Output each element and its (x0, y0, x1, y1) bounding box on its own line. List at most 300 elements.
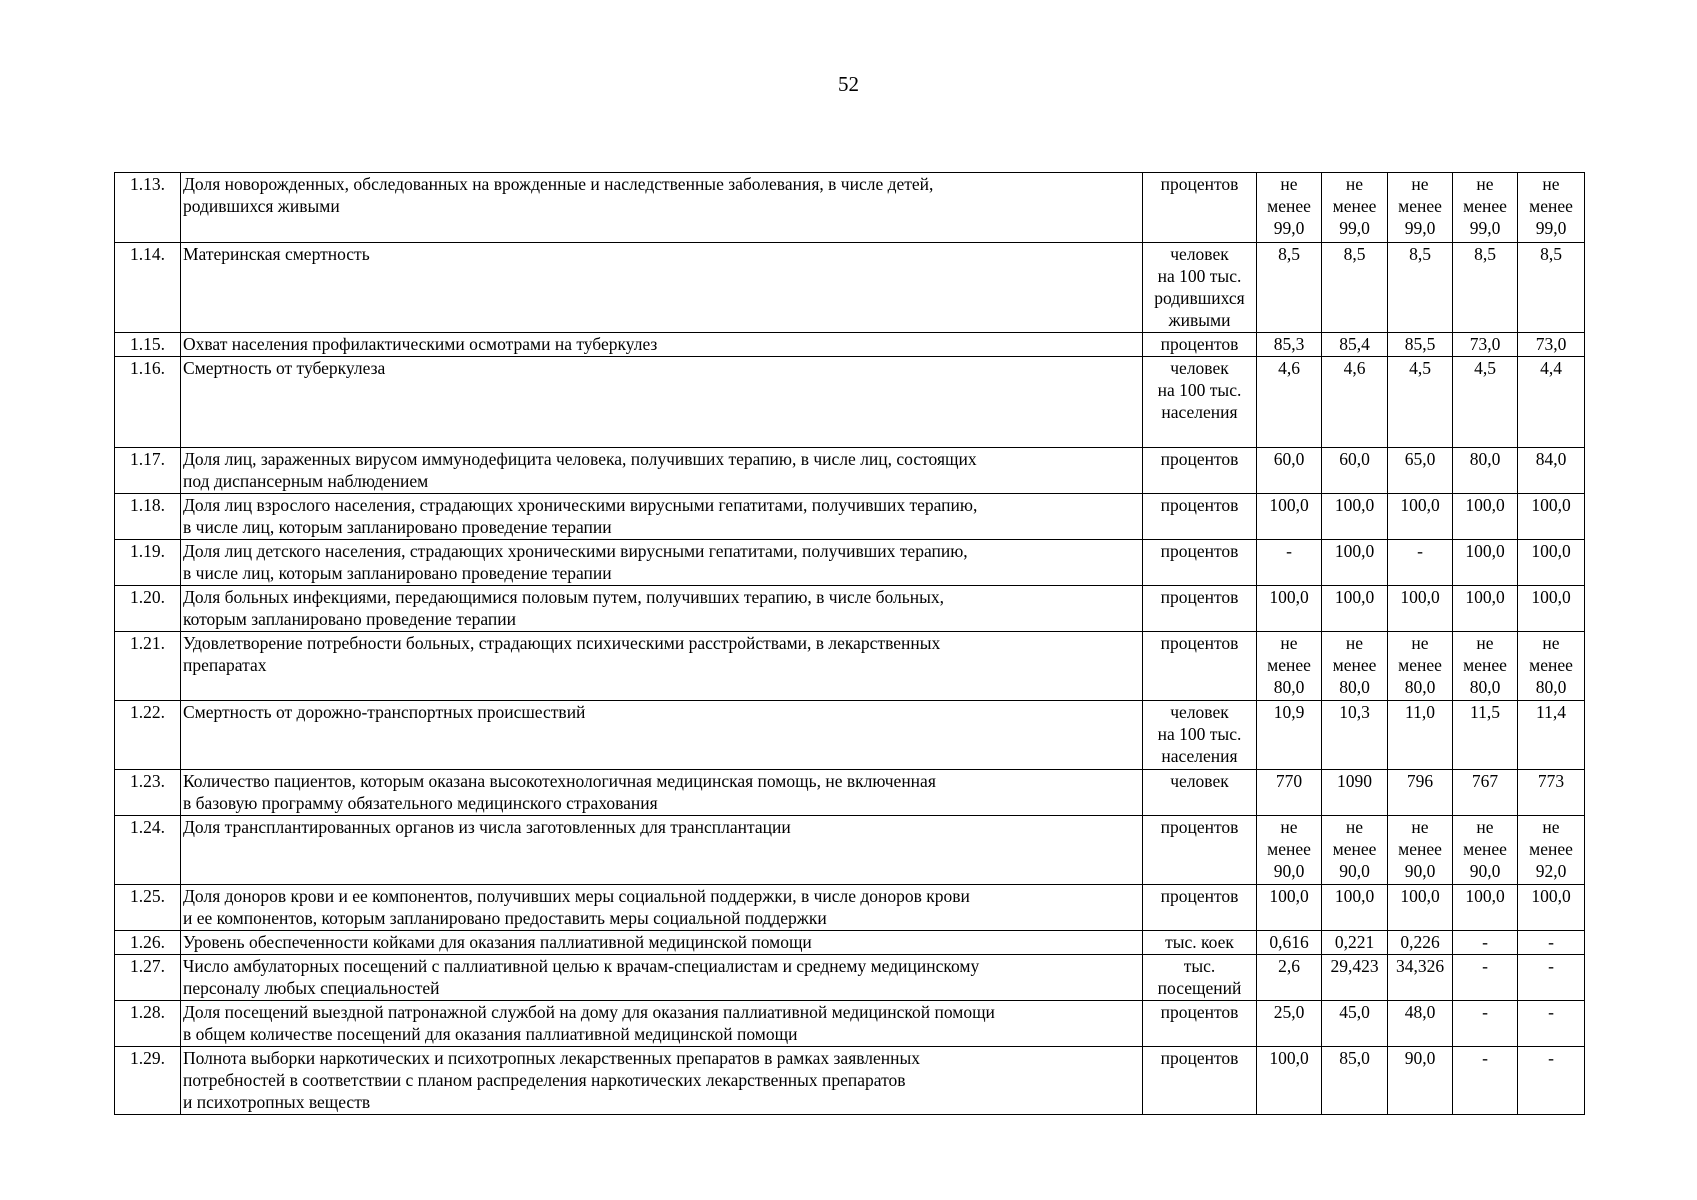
indicator-name-line: в числе лиц, которым запланировано проведение терапии (183, 563, 612, 583)
value-line: 100,0 (1269, 886, 1309, 906)
indicator-name-line: Доля лиц детского населения, страдающих хроническими вирусными гепатитами, получивших терапию, (183, 541, 968, 561)
value-cell (1322, 701, 1388, 770)
value-cell (1518, 701, 1585, 770)
value-line: 100,0 (1465, 495, 1505, 515)
value-line: не (1280, 174, 1298, 194)
value-line: 773 (1537, 771, 1565, 791)
row-number: 1.26. (115, 931, 181, 955)
indicator-name-line: Доля трансплантированных органов из числа заготовленных для трансплантации (183, 817, 791, 837)
value-line: 85,4 (1339, 334, 1370, 354)
unit-line: процентов (1160, 495, 1239, 515)
value-cell (1322, 632, 1388, 701)
unit-of-measure (1143, 448, 1257, 494)
value-line: 80,0 (1339, 677, 1370, 697)
value-line: 73,0 (1535, 334, 1567, 354)
indicator-name (181, 770, 1143, 816)
unit-of-measure (1143, 586, 1257, 632)
value-cell (1322, 448, 1388, 494)
value-cell (1388, 333, 1453, 357)
value-line: 100,0 (1334, 495, 1375, 515)
indicator-name-line: Материнская смертность (183, 244, 370, 264)
indicator-name-line: препаратах (183, 655, 267, 675)
value-cell (1388, 540, 1453, 586)
indicator-name (181, 357, 1143, 448)
unit-of-measure (1143, 357, 1257, 448)
value-cell (1388, 816, 1453, 885)
table-row (115, 333, 1585, 357)
unit-line: человек (1170, 244, 1229, 264)
unit-of-measure (1143, 1047, 1257, 1115)
value-line: 100,0 (1531, 495, 1571, 515)
value-cell (1453, 448, 1518, 494)
value-cell (1518, 333, 1585, 357)
value-line: 4,5 (1409, 358, 1431, 378)
row-number: 1.23. (115, 770, 181, 816)
unit-of-measure (1143, 931, 1257, 955)
value-line: 8,5 (1474, 244, 1496, 264)
unit-line: процентов (1160, 449, 1239, 469)
indicator-name-line: в базовую программу обязательного медицинского страхования (183, 793, 658, 813)
value-line: менее (1332, 196, 1377, 216)
indicator-name-line: Доля лиц взрослого населения, страдающих хроническими вирусными гепатитами, получивших терапию, (183, 495, 978, 515)
unit-line: человек (1170, 771, 1229, 791)
value-cell (1388, 448, 1453, 494)
indicator-name-line: Число амбулаторных посещений с паллиативной целью к врачам-специалистам и среднему медицинскому (183, 956, 980, 976)
value-line: 25,0 (1273, 1002, 1305, 1022)
value-line: 60,0 (1339, 449, 1370, 469)
value-line: 4,6 (1343, 358, 1366, 378)
indicator-name-line: Смертность от туберкулеза (183, 358, 386, 378)
value-line: менее (1529, 655, 1573, 675)
value-line: 29,423 (1330, 956, 1379, 976)
value-line: - (1482, 956, 1488, 976)
value-cell (1453, 1001, 1518, 1047)
unit-line: процентов (1160, 886, 1239, 906)
value-line: 1090 (1337, 771, 1372, 791)
value-cell (1322, 586, 1388, 632)
value-cell (1518, 1047, 1585, 1115)
value-line: 80,0 (1469, 677, 1501, 697)
row-number: 1.19. (115, 540, 181, 586)
value-line: 99,0 (1535, 218, 1567, 238)
value-line: 90,0 (1404, 861, 1436, 881)
value-line: 4,4 (1540, 358, 1562, 378)
row-number: 1.13. (115, 173, 181, 243)
value-line: - (1548, 956, 1554, 976)
unit-line: живыми (1168, 310, 1231, 330)
value-cell (1257, 173, 1322, 243)
value-cell (1322, 931, 1388, 955)
value-line: - (1482, 1048, 1488, 1068)
value-cell (1388, 770, 1453, 816)
indicator-name (181, 540, 1143, 586)
indicator-name (181, 333, 1143, 357)
value-line: не (1280, 633, 1298, 653)
value-line: 80,0 (1535, 677, 1567, 697)
value-line: менее (1463, 839, 1507, 859)
table-row (115, 931, 1585, 955)
indicator-name (181, 885, 1143, 931)
value-line: менее (1267, 655, 1311, 675)
value-line: менее (1529, 839, 1573, 859)
unit-line: процентов (1160, 587, 1239, 607)
value-cell (1257, 243, 1322, 333)
indicator-name (181, 243, 1143, 333)
value-line: 10,9 (1273, 702, 1305, 722)
value-line: 8,5 (1343, 244, 1366, 264)
value-line: 84,0 (1535, 449, 1567, 469)
value-line: 85,5 (1404, 334, 1436, 354)
value-cell (1518, 816, 1585, 885)
value-cell (1453, 173, 1518, 243)
value-line: не (1345, 633, 1364, 653)
row-number: 1.22. (115, 701, 181, 770)
value-line: 99,0 (1273, 218, 1305, 238)
value-cell (1518, 1001, 1585, 1047)
value-line: 11,4 (1536, 702, 1566, 722)
row-number: 1.27. (115, 955, 181, 1001)
value-cell (1518, 357, 1585, 448)
value-line: не (1280, 817, 1298, 837)
unit-line: населения (1161, 402, 1238, 422)
value-cell (1518, 632, 1585, 701)
value-cell (1322, 357, 1388, 448)
value-line: не (1542, 174, 1560, 194)
value-cell (1388, 632, 1453, 701)
value-line: 100,0 (1334, 587, 1375, 607)
indicator-name-line: Охват населения профилактическими осмотрами на туберкулез (183, 334, 658, 354)
table-row (115, 448, 1585, 494)
value-line: 100,0 (1400, 886, 1440, 906)
table-body (115, 173, 1585, 1115)
value-line: 100,0 (1334, 886, 1375, 906)
unit-of-measure (1143, 955, 1257, 1001)
value-line: 100,0 (1400, 495, 1440, 515)
value-line: 90,0 (1273, 861, 1305, 881)
indicator-name-line: под диспансерным наблюдением (183, 471, 429, 491)
value-cell (1453, 632, 1518, 701)
row-number: 1.15. (115, 333, 181, 357)
row-number: 1.24. (115, 816, 181, 885)
value-cell (1257, 494, 1322, 540)
value-cell (1322, 770, 1388, 816)
indicator-name-line: Удовлетворение потребности больных, страдающих психическими расстройствами, в лекарственных (183, 633, 941, 653)
unit-line: человек (1170, 702, 1229, 722)
value-line: 770 (1275, 771, 1303, 791)
value-line: 90,0 (1339, 861, 1370, 881)
value-line: 0,616 (1269, 932, 1309, 952)
value-line: - (1286, 541, 1292, 561)
table-row (115, 701, 1585, 770)
table-row (115, 243, 1585, 333)
table-row (115, 1001, 1585, 1047)
value-cell (1257, 1047, 1322, 1115)
indicator-name-line: персоналу любых специальностей (183, 978, 440, 998)
value-cell (1518, 586, 1585, 632)
page-number: 52 (838, 72, 859, 96)
value-line: - (1548, 932, 1554, 952)
value-line: 796 (1406, 771, 1434, 791)
indicator-name-line: Смертность от дорожно-транспортных происшествий (183, 702, 586, 722)
indicators-table (114, 172, 1585, 1115)
indicator-name-line: Доля доноров крови и ее компонентов, получивших меры социальной поддержки, в числе доноров крови (183, 886, 970, 906)
unit-of-measure (1143, 540, 1257, 586)
value-line: 80,0 (1273, 677, 1305, 697)
indicator-name-line: и ее компонентов, которым запланировано предоставить меры социальной поддержки (183, 908, 827, 928)
value-line: менее (1267, 839, 1311, 859)
value-line: 100,0 (1531, 541, 1571, 561)
indicator-name-line: Доля посещений выездной патронажной службой на дому для оказания паллиативной медицинской помощи (183, 1002, 995, 1022)
table-row (115, 1047, 1585, 1115)
value-line: 34,326 (1395, 956, 1445, 976)
value-cell (1257, 816, 1322, 885)
value-cell (1257, 885, 1322, 931)
value-cell (1388, 885, 1453, 931)
row-number: 1.25. (115, 885, 181, 931)
value-cell (1257, 1001, 1322, 1047)
indicator-name-line: Количество пациентов, которым оказана высокотехнологичная медицинская помощь, не включенная (183, 771, 936, 791)
value-cell (1322, 540, 1388, 586)
indicator-name (181, 931, 1143, 955)
value-cell (1322, 1047, 1388, 1115)
value-line: 2,6 (1278, 956, 1300, 976)
table-row (115, 816, 1585, 885)
value-cell (1257, 333, 1322, 357)
value-cell (1453, 586, 1518, 632)
value-line: 73,0 (1469, 334, 1501, 354)
value-line: 100,0 (1465, 541, 1505, 561)
unit-of-measure (1143, 816, 1257, 885)
row-number: 1.18. (115, 494, 181, 540)
value-cell (1518, 243, 1585, 333)
unit-line: процентов (1160, 1048, 1239, 1068)
value-cell (1322, 173, 1388, 243)
indicator-name-line: Полнота выборки наркотических и психотропных лекарственных препаратов в рамках заявленных (183, 1048, 921, 1068)
value-cell (1518, 931, 1585, 955)
value-line: менее (1398, 196, 1442, 216)
value-line: менее (1398, 839, 1442, 859)
value-cell (1322, 816, 1388, 885)
unit-of-measure (1143, 173, 1257, 243)
value-line: 0,226 (1400, 932, 1440, 952)
indicator-name (181, 955, 1143, 1001)
value-line: менее (1332, 839, 1377, 859)
row-number: 1.28. (115, 1001, 181, 1047)
unit-line: тыс. коек (1165, 932, 1234, 952)
unit-of-measure (1143, 494, 1257, 540)
value-line: 85,3 (1273, 334, 1305, 354)
indicator-name-line: в общем количестве посещений для оказания паллиативной медицинской помощи (183, 1024, 798, 1044)
value-cell (1518, 448, 1585, 494)
value-cell (1322, 955, 1388, 1001)
value-cell (1257, 586, 1322, 632)
row-number: 1.14. (115, 243, 181, 333)
indicator-name (181, 701, 1143, 770)
value-cell (1257, 770, 1322, 816)
table-row (115, 357, 1585, 448)
value-line: менее (1398, 655, 1442, 675)
unit-of-measure (1143, 770, 1257, 816)
value-line: 60,0 (1273, 449, 1305, 469)
table-row (115, 955, 1585, 1001)
value-cell (1322, 1001, 1388, 1047)
value-line: 100,0 (1334, 541, 1375, 561)
value-cell (1453, 931, 1518, 955)
value-cell (1453, 955, 1518, 1001)
indicator-name-line: родившихся живыми (183, 196, 340, 216)
indicator-name-line: потребностей в соответствии с планом распределения наркотических лекарственных препаратов (183, 1070, 906, 1090)
value-line: - (1548, 1002, 1554, 1022)
row-number: 1.17. (115, 448, 181, 494)
value-line: не (1345, 174, 1364, 194)
value-line: 99,0 (1404, 218, 1436, 238)
unit-of-measure (1143, 885, 1257, 931)
unit-of-measure (1143, 333, 1257, 357)
indicator-name (181, 173, 1143, 243)
value-line: - (1482, 1002, 1488, 1022)
value-cell (1388, 586, 1453, 632)
unit-line: населения (1161, 746, 1238, 766)
indicator-name (181, 1047, 1143, 1115)
value-cell (1322, 494, 1388, 540)
table-row (115, 540, 1585, 586)
value-cell (1453, 333, 1518, 357)
indicator-name-line: в числе лиц, которым запланировано проведение терапии (183, 517, 612, 537)
value-cell (1322, 243, 1388, 333)
table-row (115, 586, 1585, 632)
value-cell (1453, 885, 1518, 931)
value-line: 100,0 (1465, 886, 1505, 906)
value-cell (1453, 1047, 1518, 1115)
value-cell (1518, 885, 1585, 931)
unit-line: процентов (1160, 174, 1239, 194)
row-number: 1.29. (115, 1047, 181, 1115)
value-line: 4,5 (1474, 358, 1496, 378)
value-cell (1453, 540, 1518, 586)
row-number: 1.21. (115, 632, 181, 701)
unit-of-measure (1143, 632, 1257, 701)
value-line: 48,0 (1404, 1002, 1436, 1022)
row-number: 1.16. (115, 357, 181, 448)
value-cell (1388, 955, 1453, 1001)
value-line: 99,0 (1469, 218, 1501, 238)
value-line: не (1542, 633, 1560, 653)
value-cell (1388, 173, 1453, 243)
unit-line: процентов (1160, 817, 1239, 837)
indicator-name-line: Уровень обеспеченности койками для оказания паллиативной медицинской помощи (183, 932, 812, 952)
value-line: 85,0 (1339, 1048, 1370, 1068)
indicator-name (181, 816, 1143, 885)
value-cell (1388, 243, 1453, 333)
value-line: не (1542, 817, 1560, 837)
value-cell (1257, 540, 1322, 586)
value-line: 767 (1471, 771, 1499, 791)
table-row (115, 885, 1585, 931)
value-line: 90,0 (1469, 861, 1501, 881)
value-line: менее (1463, 655, 1507, 675)
value-cell (1518, 770, 1585, 816)
value-cell (1388, 701, 1453, 770)
value-cell (1322, 333, 1388, 357)
value-cell (1257, 632, 1322, 701)
value-line: 100,0 (1531, 886, 1571, 906)
indicator-name-line: которым запланировано проведение терапии (183, 609, 516, 629)
value-cell (1257, 357, 1322, 448)
value-cell (1257, 701, 1322, 770)
value-cell (1518, 540, 1585, 586)
value-line: не (1476, 633, 1494, 653)
value-line: 4,6 (1278, 358, 1300, 378)
value-cell (1518, 173, 1585, 243)
value-cell (1388, 1001, 1453, 1047)
value-line: менее (1529, 196, 1573, 216)
value-line: не (1476, 174, 1494, 194)
unit-of-measure (1143, 701, 1257, 770)
value-line: - (1417, 541, 1423, 561)
value-cell (1518, 494, 1585, 540)
value-line: 100,0 (1269, 1048, 1309, 1068)
value-cell (1388, 1047, 1453, 1115)
indicator-name-line: Доля больных инфекциями, передающимися половым путем, получивших терапию, в числе больных, (183, 587, 944, 607)
unit-line: родившихся (1154, 288, 1245, 308)
value-line: 100,0 (1269, 495, 1309, 515)
value-line: менее (1332, 655, 1377, 675)
indicator-name (181, 632, 1143, 701)
value-cell (1453, 701, 1518, 770)
value-cell (1453, 770, 1518, 816)
value-cell (1257, 931, 1322, 955)
indicator-name (181, 494, 1143, 540)
value-cell (1322, 885, 1388, 931)
value-cell (1388, 357, 1453, 448)
unit-line: на 100 тыс. (1157, 380, 1242, 400)
unit-line: процентов (1160, 1002, 1239, 1022)
value-cell (1518, 955, 1585, 1001)
value-line: 65,0 (1404, 449, 1436, 469)
unit-line: посещений (1157, 978, 1242, 998)
unit-line: процентов (1160, 541, 1239, 561)
table-row (115, 173, 1585, 243)
table-row (115, 494, 1585, 540)
value-line: 100,0 (1465, 587, 1505, 607)
table-row (115, 632, 1585, 701)
value-line: 8,5 (1409, 244, 1431, 264)
value-cell (1388, 931, 1453, 955)
row-number: 1.20. (115, 586, 181, 632)
value-line: 0,221 (1334, 932, 1375, 952)
value-line: не (1411, 174, 1429, 194)
indicator-name-line: Доля лиц, зараженных вирусом иммунодефицита человека, получивших терапию, в числе лиц, состоящих (183, 449, 977, 469)
value-cell (1257, 955, 1322, 1001)
value-cell (1453, 357, 1518, 448)
unit-of-measure (1143, 1001, 1257, 1047)
unit-line: процентов (1160, 334, 1239, 354)
value-line: 100,0 (1269, 587, 1309, 607)
value-line: 80,0 (1469, 449, 1501, 469)
value-line: 100,0 (1531, 587, 1571, 607)
table-row (115, 770, 1585, 816)
unit-line: на 100 тыс. (1157, 266, 1242, 286)
value-line: 11,0 (1405, 702, 1435, 722)
unit-line: на 100 тыс. (1157, 724, 1242, 744)
value-line: 10,3 (1339, 702, 1370, 722)
value-line: не (1411, 817, 1429, 837)
unit-line: процентов (1160, 633, 1239, 653)
indicator-name-line: и психотропных веществ (183, 1092, 371, 1112)
value-cell (1388, 494, 1453, 540)
value-line: 8,5 (1540, 244, 1562, 264)
value-line: менее (1463, 196, 1507, 216)
